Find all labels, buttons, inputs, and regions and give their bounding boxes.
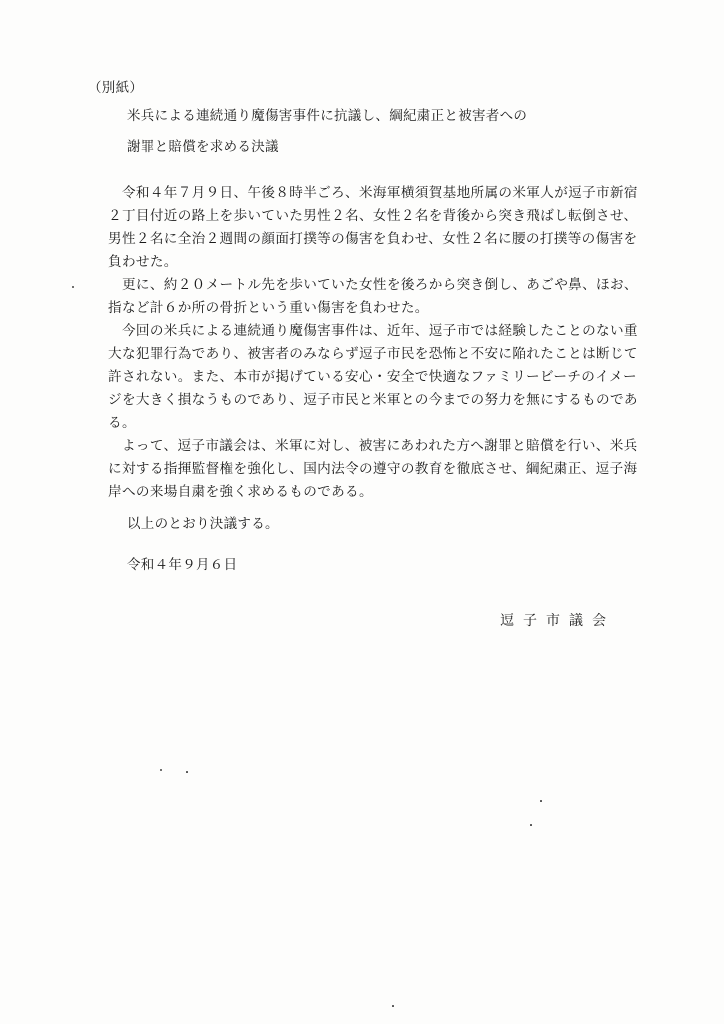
body-line: る。 [108, 415, 136, 431]
body-line: 負わせた。 [108, 254, 178, 270]
scan-speck [72, 286, 74, 288]
resolution-title-line-2: 謝罪と賠償を求める決議 [127, 139, 279, 155]
body-line: ジを大きく損なうものであり、逗子市民と米軍との今までの努力を無にするものであ [108, 392, 638, 408]
resolution-date: 令和４年９月６日 [127, 557, 238, 573]
body-line: 更に、約２０メートル先を歩いていた女性を後ろから突き倒し、あごや鼻、ほお、 [108, 277, 638, 293]
signatory: 逗子市議会 [500, 613, 615, 629]
scan-speck [530, 824, 532, 826]
body-line: 指など計６か所の骨折という重い傷害を負わせた。 [108, 300, 429, 316]
scan-speck [160, 769, 162, 771]
attachment-label: （別紙） [88, 80, 144, 96]
body-line: 令和４年７月９日、午後８時半ごろ、米海軍横須賀基地所属の米軍人が逗子市新宿 [108, 185, 638, 201]
body-line: 許されない。また、本市が掲げている安心・安全で快適なファミリービーチのイメー [108, 369, 637, 385]
body-line: に対する指揮監督権を強化し、国内法令の遵守の教育を徹底させ、綱紀粛正、逗子海 [108, 461, 638, 477]
body-line: 大な犯罪行為であり、被害者のみならず逗子市民を恐怖と不安に陥れたことは断じて [108, 346, 638, 362]
scan-speck [540, 800, 542, 802]
resolution-title-line-1: 米兵による連続通り魔傷害事件に抗議し、綱紀粛正と被害者への [127, 108, 528, 124]
body-line: 男性２名に全治２週間の顔面打撲等の傷害を負わせ、女性２名に腰の打撲等の傷害を [108, 231, 638, 247]
body-line: ２丁目付近の路上を歩いていた男性２名、女性２名を背後から突き飛ばし転倒させ、 [108, 208, 638, 224]
body-line: 岸への来場自粛を強く求めるものである。 [108, 484, 373, 500]
body-line: 今回の米兵による連続通り魔傷害事件は、近年、逗子市では経験したことのない重 [108, 323, 638, 339]
scan-speck [392, 1005, 394, 1007]
body-line: よって、逗子市議会は、米軍に対し、被害にあわれた方へ謝罪と賠償を行い、米兵 [108, 438, 638, 454]
closing-statement: 以上のとおり決議する。 [127, 516, 279, 532]
scan-speck [186, 771, 188, 773]
